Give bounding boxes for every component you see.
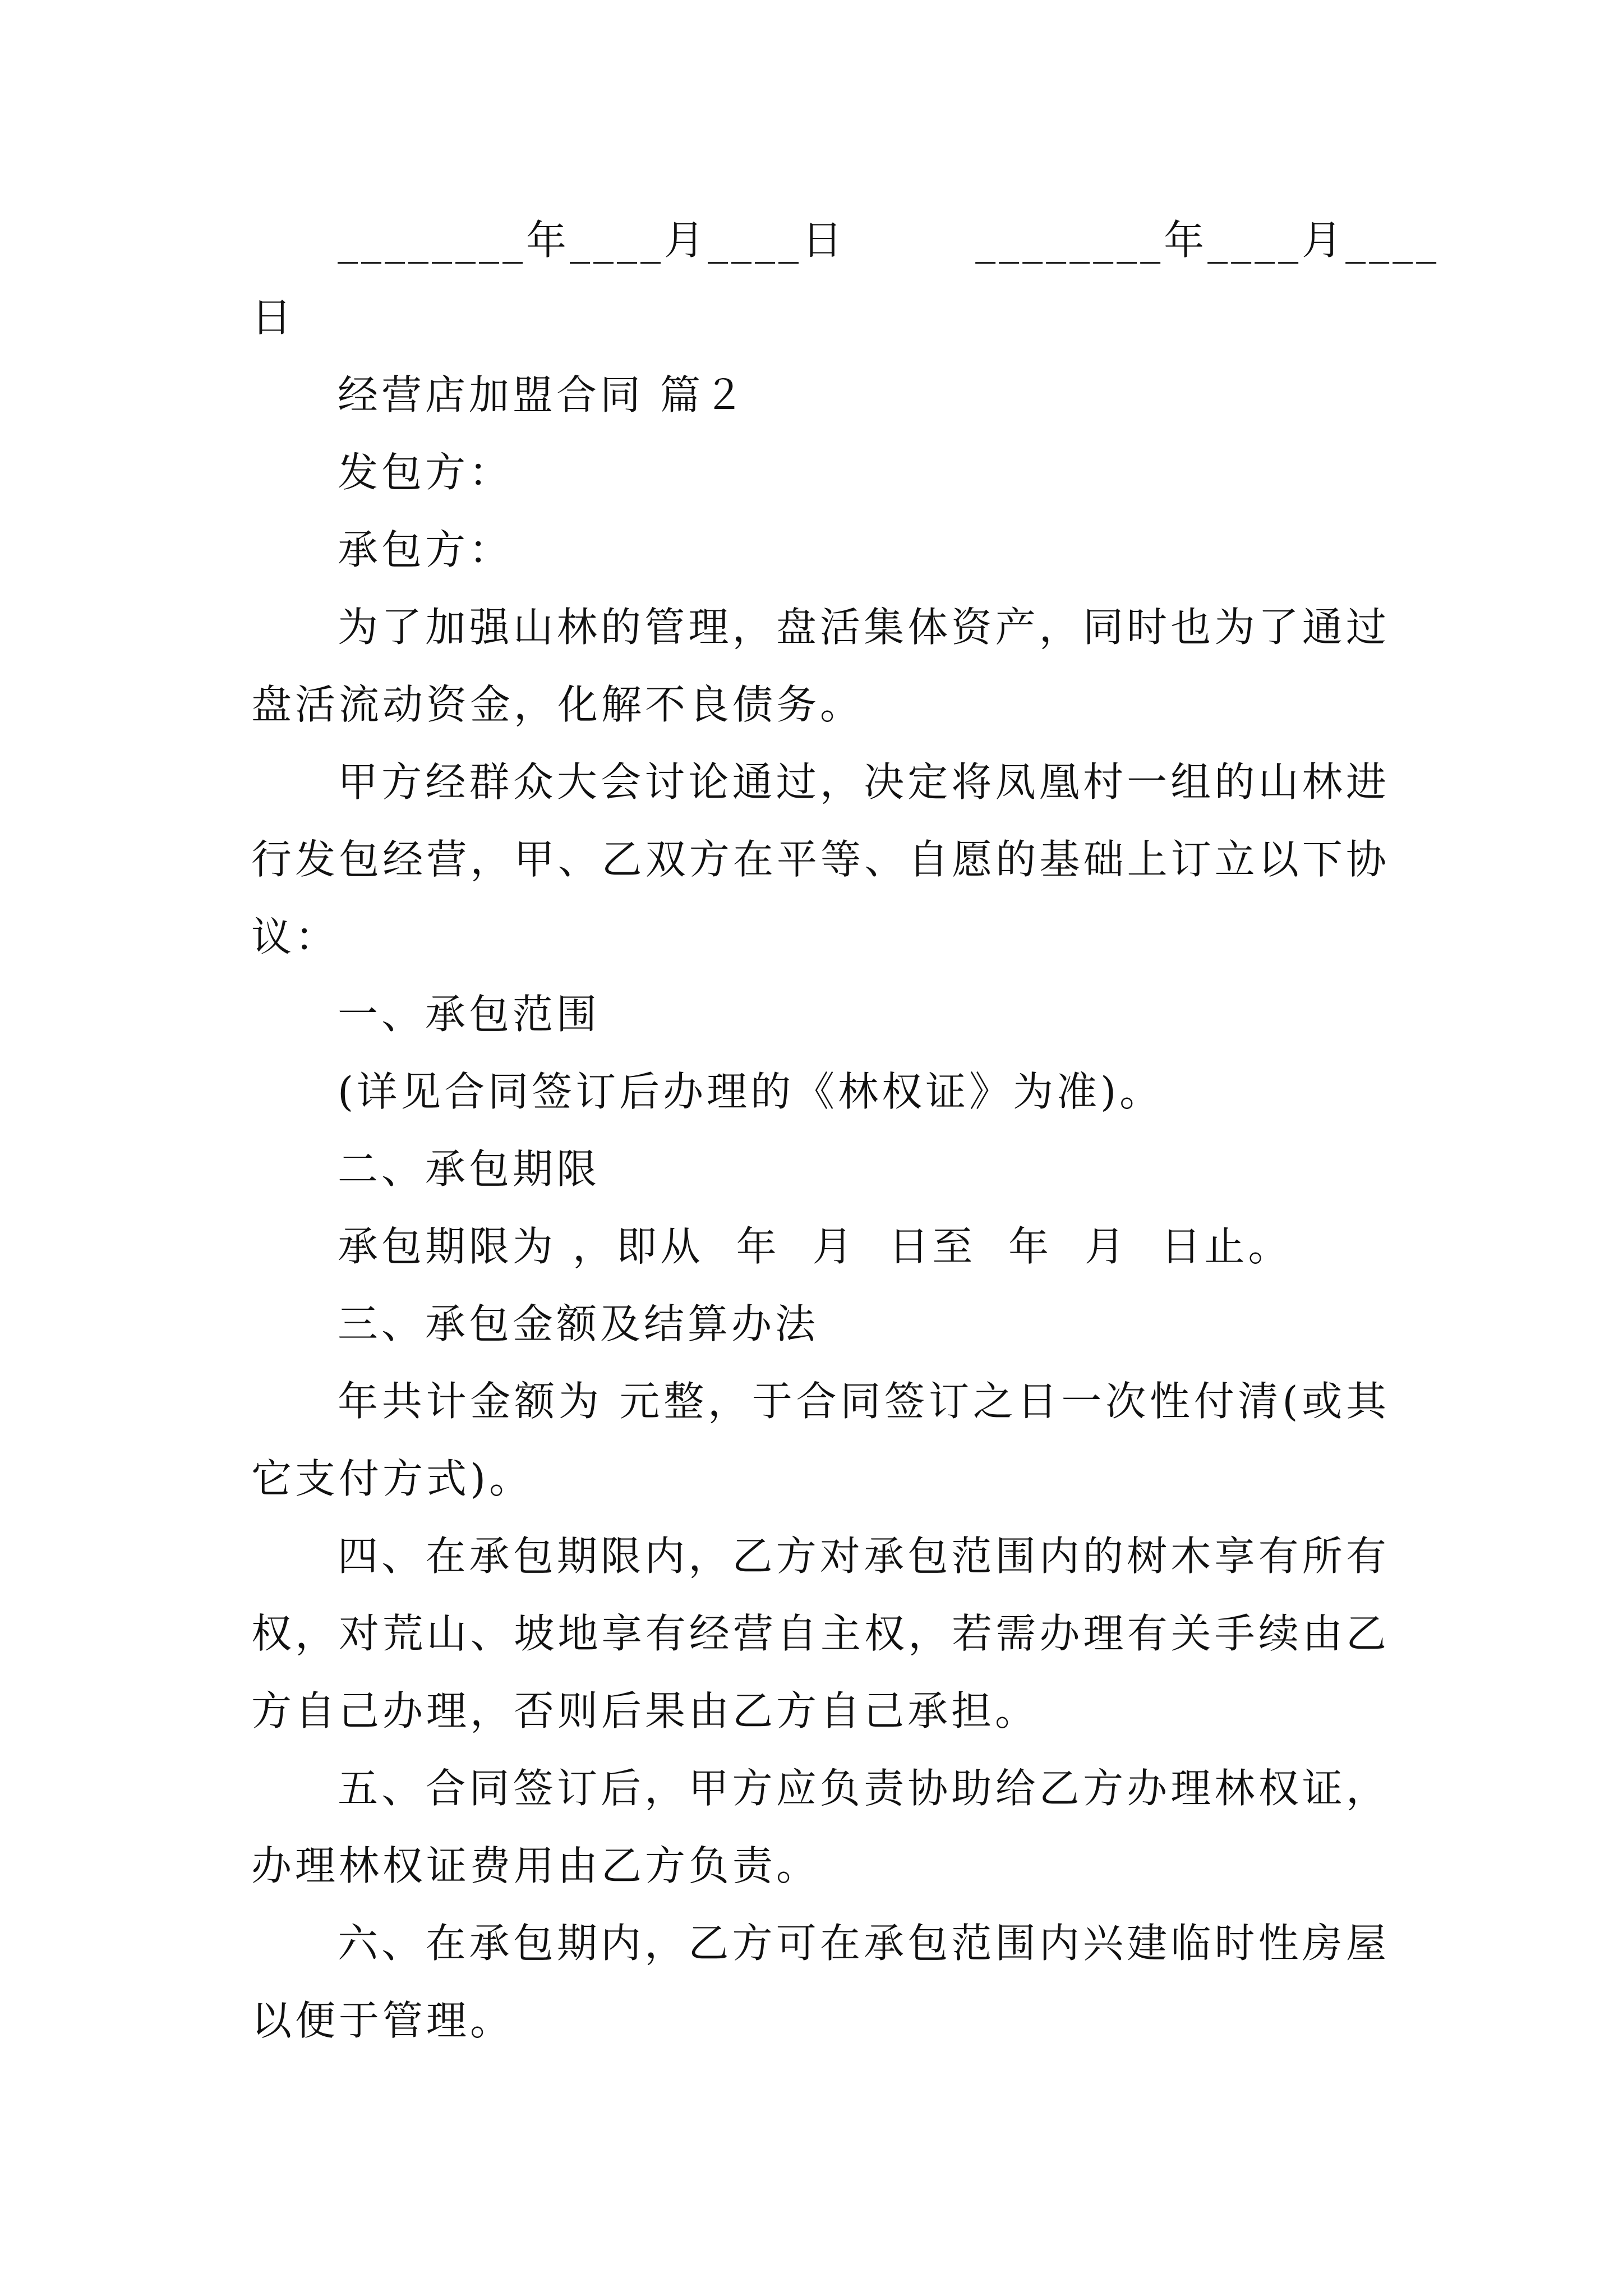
paragraph-line: 五、合同签订后，甲方应负责协助给乙方办理林权证， bbox=[338, 1765, 1390, 1812]
signature-date-line-end: 日 bbox=[251, 294, 296, 341]
clause-heading: 三、承包金额及结算办法 bbox=[338, 1300, 819, 1347]
paragraph-line: 以便于管理。 bbox=[251, 1997, 514, 2044]
paragraph-line: 它支付方式)。 bbox=[251, 1455, 533, 1502]
clause-heading: 一、承包范围 bbox=[338, 991, 601, 1038]
paragraph-line: 权，对荒山、坡地享有经营自主权，若需办理有关手续由乙 bbox=[251, 1610, 1390, 1657]
paragraph-line: 行发包经营，甲、乙双方在平等、自愿的基础上订立以下协 bbox=[251, 836, 1390, 883]
paragraph-line: 甲方经群众大会讨论通过，决定将凤凰村一组的山林进 bbox=[338, 758, 1390, 806]
paragraph-line: (详见合同签订后办理的《林权证》为准)。 bbox=[338, 1068, 1164, 1115]
paragraph-line: 四、在承包期限内，乙方对承包范围内的树木享有所有 bbox=[338, 1533, 1390, 1580]
party-a-label: 发包方： bbox=[338, 449, 513, 496]
paragraph-line: 盘活流动资金，化解不良债务。 bbox=[251, 681, 864, 728]
paragraph-line: 年共计金额为 元整，于合同签订之日一次性付清(或其 bbox=[338, 1378, 1390, 1425]
paragraph-line: 方自己办理，否则后果由乙方自己承担。 bbox=[251, 1687, 1039, 1734]
paragraph-line: 为了加强山林的管理，盘活集体资产，同时也为了通过 bbox=[338, 604, 1390, 651]
party-b-label: 承包方： bbox=[338, 526, 513, 573]
signature-date-line: ________年____月____日 ________年____月____ bbox=[338, 217, 1440, 264]
section-heading: 经营店加盟合同 篇２ bbox=[338, 371, 748, 418]
paragraph-line: 办理林权证费用由乙方负责。 bbox=[251, 1842, 820, 1889]
paragraph-line: 六、在承包期内，乙方可在承包范围内兴建临时性房屋 bbox=[338, 1920, 1390, 1967]
paragraph-line: 议： bbox=[251, 913, 339, 960]
clause-heading: 二、承包期限 bbox=[338, 1145, 601, 1193]
paragraph-line: 承包期限为 ，即从 年 月 日至 年 月 日止。 bbox=[338, 1223, 1292, 1270]
